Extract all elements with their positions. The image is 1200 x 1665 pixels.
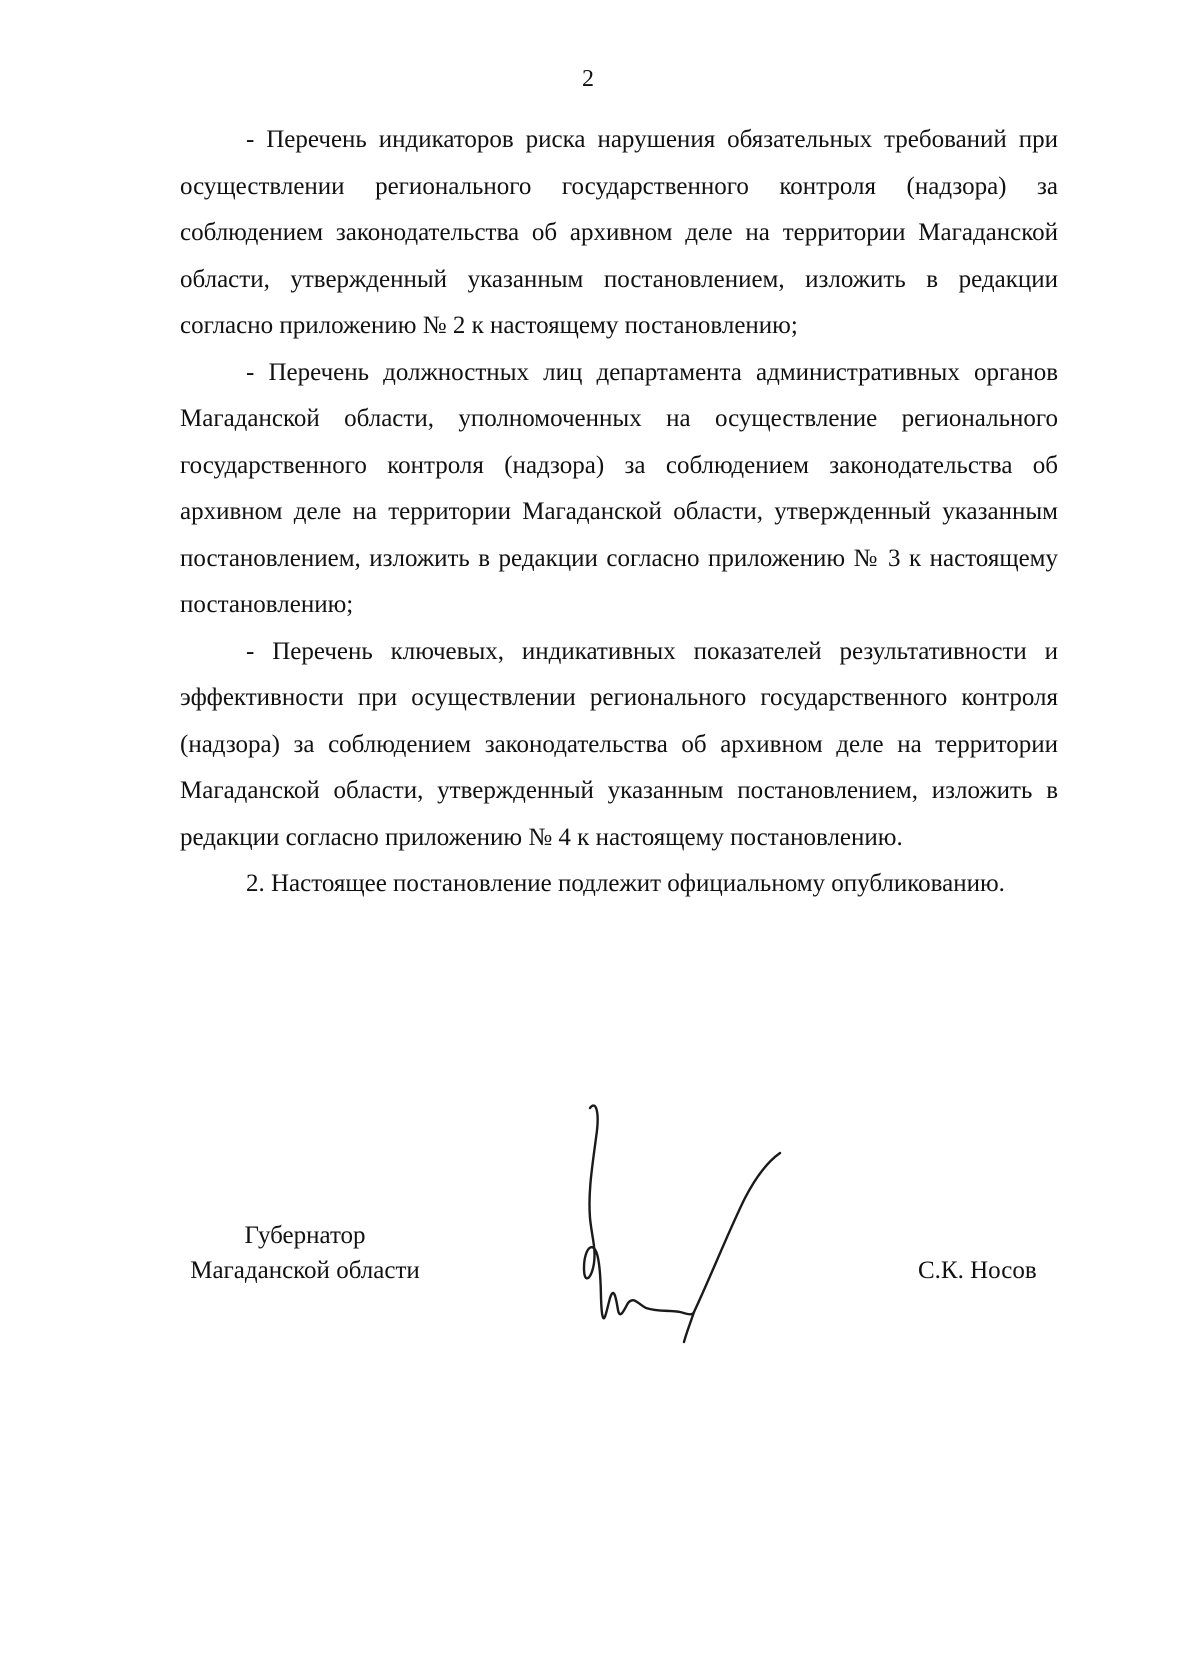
paragraph-key-indicators: - Перечень ключевых, индикативных показателей результативности и эффективности при осуществлении регионального государственного контроля (надзора) за соблюдением законодательства об архивном деле на территории Магаданской области, утвержденный указанным постановлением, изложить в редакции согласно приложению № 4 к настоящему постановлению. bbox=[180, 637, 1058, 851]
signature-stroke-tail bbox=[684, 1312, 694, 1342]
handwritten-signature bbox=[570, 1098, 800, 1348]
page-number: 2 bbox=[582, 66, 594, 92]
signatory-position-line2: Магаданской области bbox=[190, 1257, 420, 1284]
signatory-position-line1: Губернатор bbox=[244, 1222, 366, 1249]
signatory-name: С.К. Носов bbox=[918, 1257, 1037, 1284]
paragraph-risk-indicators: - Перечень индикаторов риска нарушения обязательных требований при осуществлении регионального государственного контроля (надзора) за соблюдением законодательства об архивном деле на территории Магаданской области, утвержденный указанным постановлением, изложить в редакции согласно приложению № 2 к настоящему постановлению; bbox=[180, 126, 1058, 339]
signature-stroke-main bbox=[584, 1106, 780, 1319]
paragraph-publication: 2. Настоящее постановление подлежит официальному опубликованию. bbox=[246, 870, 1005, 897]
paragraph-officials-list: - Перечень должностных лиц департамента административных органов Магаданской области, уполномоченных на осуществление регионального государственного контроля (надзора) за соблюдением законодательства об архивном деле на территории Магаданской области, утвержденный указанным постановлением, изложить в редакции согласно приложению № 3 к настоящему постановлению; bbox=[180, 358, 1058, 618]
signatory-position bbox=[175, 1218, 435, 1288]
document-body bbox=[180, 117, 1058, 908]
